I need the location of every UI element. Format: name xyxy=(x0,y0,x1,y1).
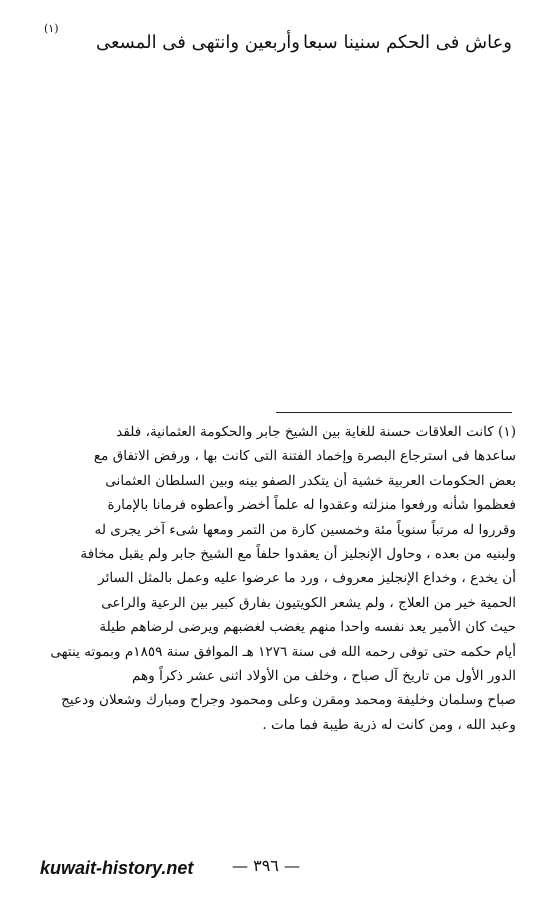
footnote-line: ساعدها فى استرجاع البصرة وإخماد الفتنة التى كانت بها ، ورفض الاتفاق مع xyxy=(93,448,516,465)
footnote-line: (١) كانت العلاقات حسنة للغاية بين الشيخ جابر والحكومة العثمانية، فلقد xyxy=(116,424,516,440)
footnote-line: الحمية خير من العلاج ، ولم يشعر الكويتيون بفارق كبير بين الرعية والراعى xyxy=(101,594,516,611)
site-watermark: kuwait-history.net xyxy=(40,858,194,878)
verse-line xyxy=(32,22,512,62)
verse-hemistich-second: وأربعين وانتهى فى المسعى xyxy=(95,32,300,53)
footnote-line: بعض الحكومات العربية خشية أن يتكدر الصفو بينه وبين السلطان العثمانى xyxy=(105,472,516,489)
footnote-text xyxy=(32,420,516,737)
footnote-line: الدور الأول من تاريخ آل صباح ، وخلف من الأولاد اثنى عشر ذكراً وهم xyxy=(132,668,516,685)
footnote-line: فعظموا شأنه ورفعوا منزلته وعقدوا له علماً أخضر وأعطوه فرمانا بالإمارة xyxy=(107,497,516,514)
footnote-reference: (١) xyxy=(44,22,59,35)
footnote-line: حيث كان الأمير يعد نفسه واحدا منهم يغضب لغضبهم ويرضى لرضاهم طيلة xyxy=(99,619,516,636)
page-number: — ٣٩٦ — xyxy=(232,856,300,875)
page-footer xyxy=(40,856,340,886)
footnote-line: صباح وسلمان وخليفة ومحمد ومقرن وعلى ومحمود وجراح ومبارك وشعلان ودعيج xyxy=(61,692,516,709)
footnote-line: وقرروا له مرتباً سنوياً مئة وخمسين كارة من التمر ومعها شىء آخر يجرى له xyxy=(94,521,516,538)
footnote-line: أيام حكمه حتى توفى رحمه الله فى سنة ١٢٧٦ هـ الموافق سنة ١٨٥٩م وبموته ينتهى xyxy=(50,643,516,660)
footnote-line: ولبنيه من بعده ، وحاول الإنجليز أن يعقدوا حلفاً مع الشيخ جابر ولم يقبل مخافة xyxy=(80,546,516,563)
footnote-separator xyxy=(276,412,512,413)
footnote-line: أن يخدع ، وخداع الإنجليز معروف ، ورد ما عرضوا عليه وعمل بالمثل السائر xyxy=(98,570,516,587)
footnote-line: وعبد الله ، ومن كانت له ذرية طيبة فما مات . xyxy=(262,716,516,733)
verse-hemistich-first: وعاش فى الحكم سنينا سبعا xyxy=(303,32,512,53)
